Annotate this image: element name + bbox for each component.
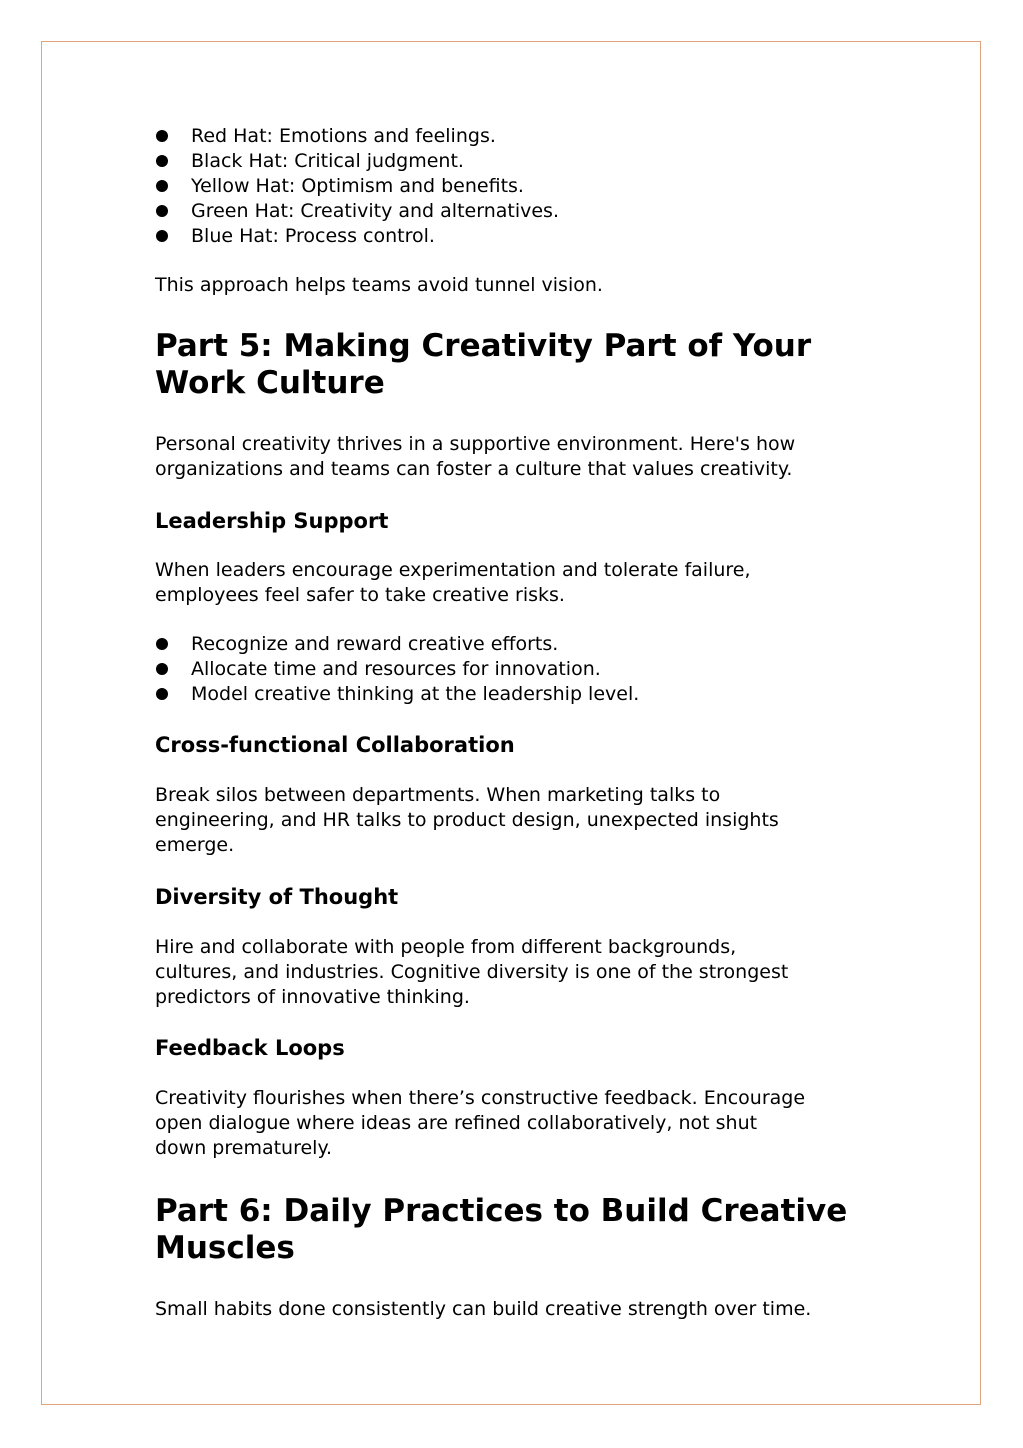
bullet-icon: [156, 638, 168, 650]
list-item: [155, 124, 895, 149]
list-item: [155, 682, 895, 707]
collaboration-text: [155, 783, 895, 858]
feedback-text: [155, 1086, 895, 1161]
leadership-list: [155, 632, 895, 707]
part5-title-line1: Part 5: Making Creativity Part of Your: [155, 328, 812, 364]
leadership-text: [155, 558, 895, 608]
list-item-text: Recognize and reward creative efforts.: [191, 633, 559, 655]
collaboration-text-line1: Break silos between departments. When marketing talks to: [155, 784, 721, 806]
diversity-text-line2: cultures, and industries. Cognitive diversity is one of the strongest: [155, 961, 789, 983]
list-item-text: Blue Hat: Process control.: [191, 225, 435, 247]
bullet-icon: [156, 205, 168, 217]
part5-title: [155, 328, 895, 402]
list-item-text: Yellow Hat: Optimism and benefits.: [191, 175, 524, 197]
diversity-heading: Diversity of Thought: [155, 885, 399, 909]
bullet-icon: [156, 663, 168, 675]
collaboration-text-line3: emerge.: [155, 834, 235, 856]
part5-intro-line1: Personal creativity thrives in a supportive environment. Here's how: [155, 433, 796, 455]
diversity-text-line3: predictors of innovative thinking.: [155, 986, 470, 1008]
list-item: [155, 632, 895, 657]
list-item-text: Model creative thinking at the leadership level.: [191, 683, 640, 705]
bullet-icon: [156, 180, 168, 192]
bullet-icon: [156, 155, 168, 167]
diversity-text-line1: Hire and collaborate with people from different backgrounds,: [155, 936, 737, 958]
part5-intro: [155, 432, 895, 482]
leadership-heading: Leadership Support: [155, 509, 389, 533]
part5-intro-line2: organizations and teams can foster a culture that values creativity.: [155, 458, 793, 480]
part5-title-line2: Work Culture: [155, 365, 385, 401]
feedback-text-line3: down prematurely.: [155, 1137, 333, 1159]
part6-title: [155, 1193, 895, 1267]
hats-summary: This approach helps teams avoid tunnel vision.: [155, 274, 603, 296]
feedback-heading: Feedback Loops: [155, 1036, 345, 1060]
bullet-icon: [156, 688, 168, 700]
list-item: [155, 224, 895, 249]
part6-intro: Small habits done consistently can build creative strength over time.: [155, 1298, 812, 1320]
collaboration-text-line2: engineering, and HR talks to product design, unexpected insights: [155, 809, 779, 831]
part6-title-line1: Part 6: Daily Practices to Build Creative: [155, 1193, 848, 1229]
list-item: [155, 174, 895, 199]
bullet-icon: [156, 230, 168, 242]
feedback-text-line2: open dialogue where ideas are refined collaboratively, not shut: [155, 1112, 758, 1134]
list-item-text: Black Hat: Critical judgment.: [191, 150, 464, 172]
list-item-text: Allocate time and resources for innovation.: [191, 658, 601, 680]
list-item-text: Green Hat: Creativity and alternatives.: [191, 200, 559, 222]
hats-list: [155, 124, 895, 249]
list-item: [155, 657, 895, 682]
bullet-icon: [156, 130, 168, 142]
part6-title-line2: Muscles: [155, 1230, 295, 1266]
diversity-text: [155, 935, 895, 1010]
feedback-text-line1: Creativity flourishes when there’s constructive feedback. Encourage: [155, 1087, 806, 1109]
collaboration-heading: Cross-functional Collaboration: [155, 733, 515, 757]
list-item: [155, 149, 895, 174]
leadership-text-line1: When leaders encourage experimentation and tolerate failure,: [155, 559, 751, 581]
document-body: [155, 124, 895, 1322]
list-item-text: Red Hat: Emotions and feelings.: [191, 125, 496, 147]
leadership-text-line2: employees feel safer to take creative risks.: [155, 584, 565, 606]
list-item: [155, 199, 895, 224]
